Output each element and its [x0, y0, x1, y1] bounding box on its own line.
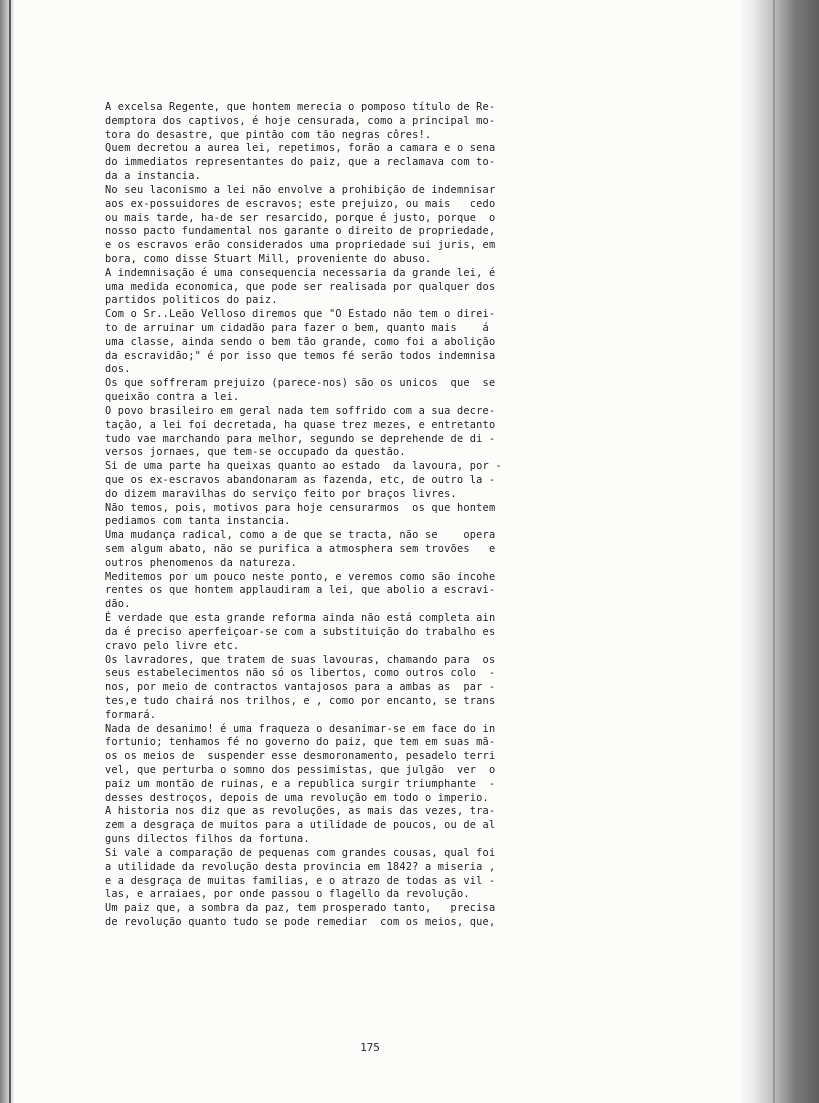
binding-gutter: [0, 0, 14, 1103]
text-line: Com o Sr..Leão Velloso diremos que "O Estado não tem o direi-: [105, 308, 496, 321]
text-line: A excelsa Regente, que hontem merecia o pomposo título de Re-: [105, 101, 496, 113]
body-text: [105, 101, 641, 930]
text-line: Meditemos por um pouco neste ponto, e veremos como são incohe: [105, 570, 496, 583]
text-line: de revolução quanto tudo se pode remediar com os meios, que,: [105, 915, 496, 928]
page-edge-line: [773, 0, 775, 1103]
page-number: 175: [360, 1041, 380, 1054]
text-line: O povo brasileiro em geral nada tem soffrido com a sua decre-: [105, 404, 496, 417]
text-line: do dizem maravilhas do serviço feito por braços livres.: [105, 487, 457, 500]
text-line: No seu laconismo a lei não envolve a prohibição de indemnisar: [105, 183, 496, 196]
text-line: formará.: [105, 708, 157, 721]
text-line: A indemnisação é uma consequencia necessaria da grande lei, é: [105, 266, 496, 279]
text-line: tação, a lei foi decretada, ha quase trez mezes, e entretanto: [105, 418, 496, 431]
text-line: da é preciso aperfeiçoar-se com a substituição do trabalho es: [105, 625, 496, 638]
text-line: demptora dos captivos, é hoje censurada, como a principal mo-: [105, 114, 496, 127]
text-line: versos jornaes, que tem-se occupado da questão.: [105, 446, 406, 459]
text-line: Não temos, pois, motivos para hoje censurarmos os que hontem: [105, 501, 496, 514]
text-line: da escravidão;" é por isso que temos fé serão todos indemnisa: [105, 349, 496, 362]
text-line: vel, que perturba o somno dos pessimistas, que julgão ver o: [105, 764, 496, 776]
text-line: tora do desastre, que pintão com tão negras côres!.: [105, 128, 432, 141]
text-line: e a desgraça de muitas familias, e o atrazo de todas as vil -: [105, 874, 496, 887]
text-line: Os lavradores, que tratem de suas lavouras, chamando para os: [105, 653, 496, 666]
text-line: partidos politicos do paiz.: [105, 294, 278, 307]
text-line: uma classe, ainda sendo o bem tão grande, como foi a abolição: [105, 335, 496, 348]
text-line: pediamos com tanta instancia.: [105, 515, 291, 528]
text-line: bora, como disse Stuart Mill, proveniente do abuso.: [105, 252, 432, 265]
text-line: É verdade que esta grande reforma ainda não está completa ain: [105, 612, 496, 625]
text-line: uma medida economica, que pode ser realisada por qualquer dos: [105, 280, 496, 293]
text-line: os os meios de suspender esse desmoronamento, pesadelo terri: [105, 750, 496, 763]
text-line: dos.: [105, 363, 131, 376]
text-line: sem algum abato, não se purifica a atmosphera sem trovões e: [105, 543, 496, 555]
text-line: aos ex-possuidores de escravos; este prejuizo, ou mais cedo: [105, 197, 496, 210]
text-line: zem a desgraça de muitos para a utilidade de poucos, ou de al: [105, 819, 496, 832]
text-line: ou mais tarde, ha-de ser resarcido, porque é justo, porque o: [105, 211, 496, 224]
text-line: tes,e tudo chairá nos trilhos, e , como por encanto, se trans: [105, 694, 496, 707]
text-line: que os ex-escravos abandonaram as fazenda, etc, de outro la -: [105, 473, 496, 486]
text-line: Si vale a comparação de pequenas com grandes cousas, qual foi: [105, 846, 496, 859]
text-line: Nada de desanimo! é uma fraqueza o desanimar-se em face do in: [105, 722, 496, 735]
text-line: da a instancia.: [105, 170, 201, 183]
text-line: guns dilectos filhos da fortuna.: [105, 833, 310, 846]
text-line: Uma mudança radical, como a de que se tracta, não se opera: [105, 529, 496, 542]
text-line: Os que soffreram prejuizo (parece-nos) são os unicos que se: [105, 377, 496, 390]
text-line: to de arruinar um cidadão para fazer o bem, quanto mais á: [105, 322, 489, 334]
text-line: cravo pelo livre etc.: [105, 639, 240, 652]
text-line: tudo vae marchando para melhor, segundo se deprehende de di -: [105, 432, 496, 445]
text-line: las, e arraiaes, por onde passou o flagello da revolução.: [105, 888, 470, 901]
text-line: rentes os que hontem applaudiram a lei, que abolio a escravi-: [105, 584, 496, 597]
text-line: outros phenomenos da natureza.: [105, 556, 297, 569]
text-line: Quem decretou a aurea lei, repetimos, forão a camara e o sena: [105, 142, 496, 155]
text-line: Si de uma parte ha queixas quanto ao estado da lavoura, por -: [105, 460, 502, 473]
text-line: do immediatos representantes do paiz, que a reclamava com to-: [105, 156, 496, 169]
text-line: nosso pacto fundamental nos garante o direito de propriedade,: [105, 225, 496, 238]
text-line: queixão contra a lei.: [105, 391, 240, 404]
binding-rule: [9, 0, 11, 1103]
page-edge-shadow: [737, 0, 819, 1103]
text-line: dão.: [105, 598, 131, 611]
text-line: paiz um montão de ruinas, e a republica surgir triumphante -: [105, 777, 496, 790]
text-line: desses destroços, depois de uma revolução em todo o imperio.: [105, 791, 489, 804]
text-line: fortunio; tenhamos fé no governo do paiz, que tem em suas mã-: [105, 736, 496, 749]
text-line: e os escravos erão considerados uma propriedade sui juris, em: [105, 239, 496, 252]
text-line: A historia nos diz que as revoluções, as mais das vezes, tra-: [105, 805, 496, 818]
text-line: nos, por meio de contractos vantajosos para a ambas as par -: [105, 681, 496, 694]
text-line: Um paiz que, a sombra da paz, tem prosperado tanto, precisa: [105, 902, 496, 915]
text-line: seus estabelecimentos não só os libertos, como outros colo -: [105, 667, 496, 680]
text-line: a utilidade da revolução desta provincia em 1842? a miseria ,: [105, 860, 496, 873]
